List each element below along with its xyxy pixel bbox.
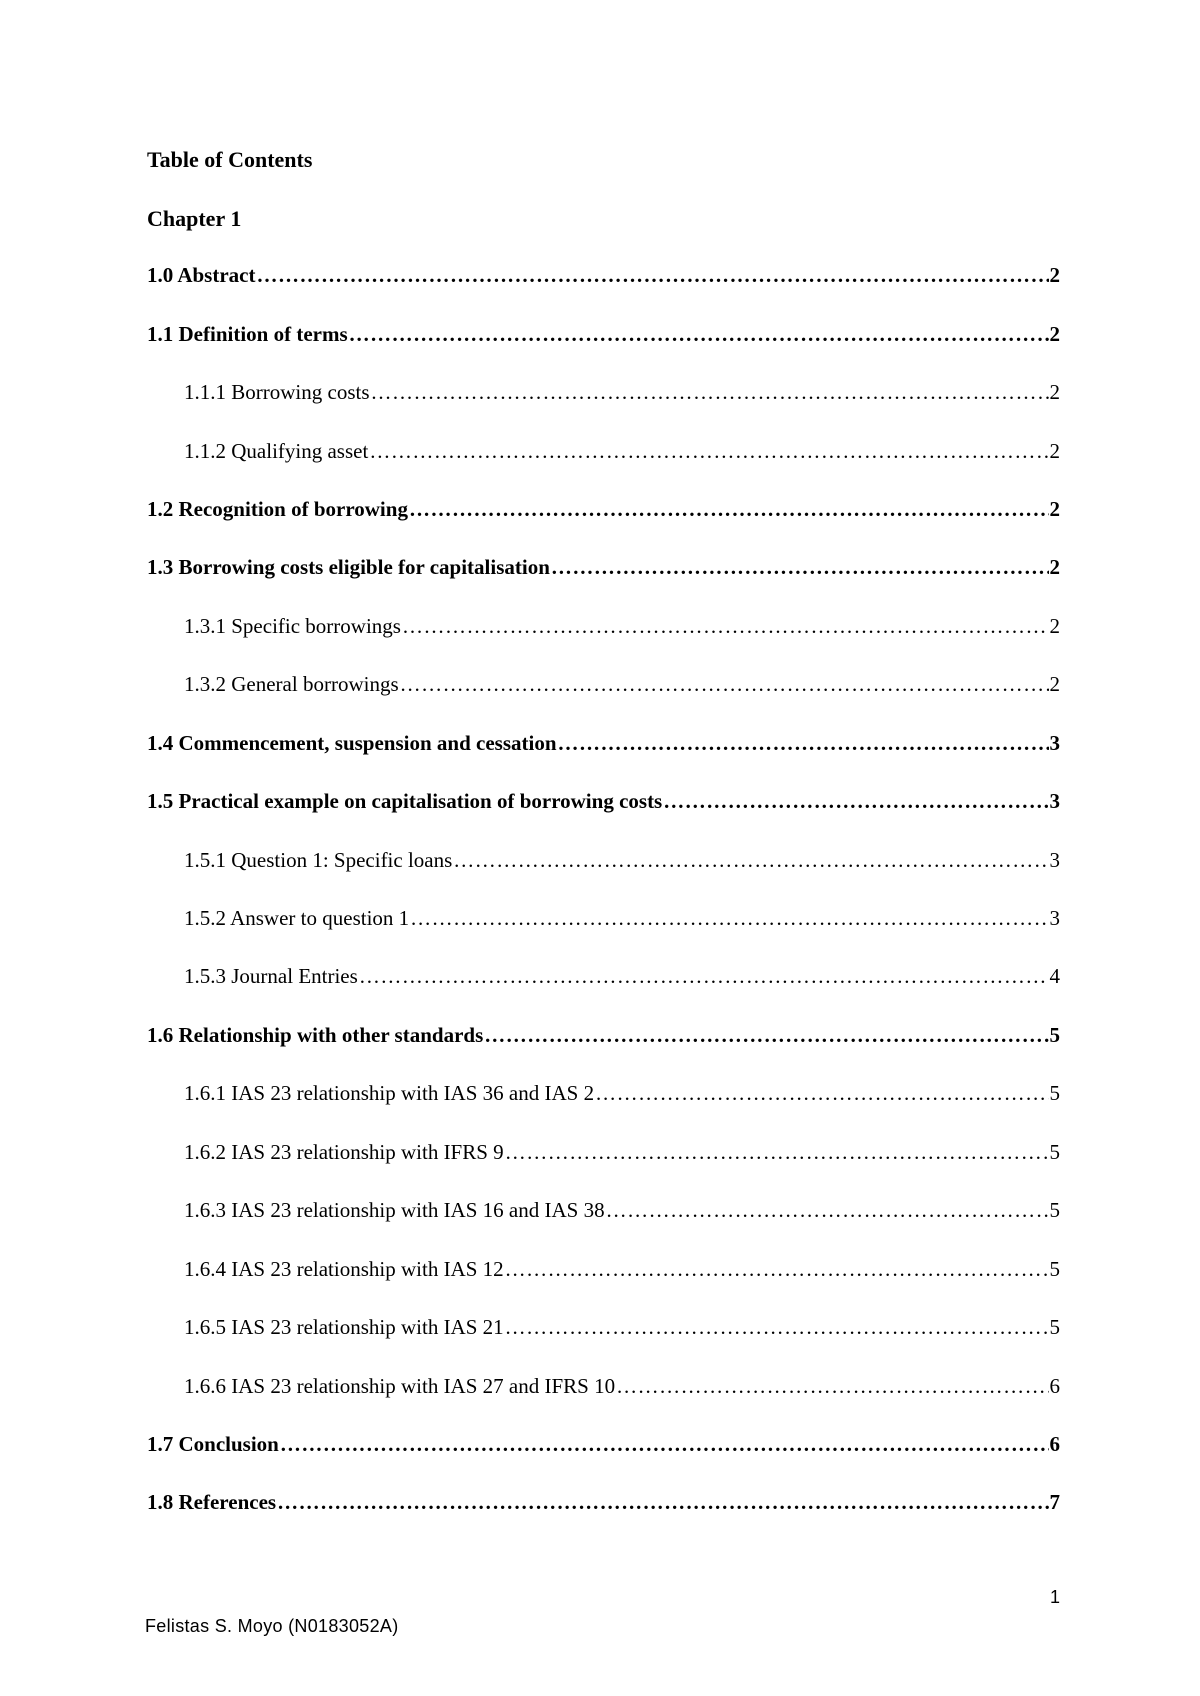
toc-entry-page: 5 — [1049, 1023, 1060, 1047]
toc-entry-page: 2 — [1049, 497, 1060, 521]
toc-entry-label: 1.3.1 Specific borrowings — [184, 614, 401, 638]
toc-entry-page: 5 — [1049, 1140, 1060, 1164]
toc-entry[interactable] — [184, 964, 1060, 994]
toc-entry-page: 5 — [1049, 1257, 1060, 1281]
chapter-heading: Chapter 1 — [147, 206, 242, 231]
toc-entry-label: 1.5.1 Question 1: Specific loans — [184, 848, 453, 872]
toc-entry-label: 1.6.1 IAS 23 relationship with IAS 36 and IAS 2 — [184, 1081, 595, 1105]
toc-leader — [409, 497, 1049, 522]
toc-entry-page: 6 — [1049, 1432, 1060, 1456]
toc-entry[interactable] — [184, 1315, 1060, 1345]
toc-entry-page: 2 — [1049, 555, 1060, 579]
toc-leader — [410, 906, 1048, 931]
page-number: 1 — [1049, 1587, 1060, 1607]
toc-entry[interactable] — [184, 1374, 1060, 1404]
toc-leader — [484, 1023, 1048, 1048]
toc-entry-page: 2 — [1049, 672, 1060, 696]
toc-entry-page: 5 — [1049, 1315, 1060, 1339]
toc-entry[interactable] — [147, 1432, 1060, 1462]
toc-leader — [453, 848, 1048, 873]
toc-entry-label: 1.5.2 Answer to question 1 — [184, 906, 410, 930]
toc-leader — [551, 555, 1049, 580]
toc-entry-page: 2 — [1049, 263, 1060, 287]
toc-entry-page: 3 — [1049, 906, 1060, 930]
toc-entry-label: 1.6 Relationship with other standards — [147, 1023, 484, 1047]
toc-entry[interactable] — [147, 263, 1060, 293]
toc-leader — [558, 731, 1049, 756]
toc-entry[interactable] — [184, 906, 1060, 936]
toc-entry[interactable] — [184, 672, 1060, 702]
toc-entry-page: 2 — [1049, 322, 1060, 346]
toc-entry-page: 7 — [1049, 1490, 1060, 1514]
toc-entry-label: 1.3 Borrowing costs eligible for capitalisation — [147, 555, 550, 579]
toc-leader — [402, 614, 1049, 639]
toc-entry-label: 1.6.6 IAS 23 relationship with IAS 27 and IFRS 10 — [184, 1374, 616, 1398]
toc-leader — [371, 380, 1049, 405]
toc-leader — [369, 439, 1048, 464]
toc-entry[interactable] — [147, 555, 1060, 585]
toc-entry[interactable] — [147, 322, 1060, 352]
toc-entry-page: 5 — [1049, 1081, 1060, 1105]
toc-entry[interactable] — [147, 1023, 1060, 1053]
toc-entry-page: 2 — [1049, 614, 1060, 638]
toc-leader — [400, 672, 1049, 697]
toc-entry[interactable] — [184, 380, 1060, 410]
toc-leader — [616, 1374, 1048, 1399]
toc-entry[interactable] — [147, 731, 1060, 761]
toc-entry[interactable] — [147, 789, 1060, 819]
toc-entry-label: 1.3.2 General borrowings — [184, 672, 399, 696]
toc-entry-page: 6 — [1049, 1374, 1060, 1398]
toc-entry-page: 4 — [1049, 964, 1060, 988]
footer-author: Felistas S. Moyo (N0183052A) — [145, 1616, 399, 1636]
toc-entry-page: 3 — [1049, 848, 1060, 872]
toc-entry[interactable] — [147, 1490, 1060, 1520]
toc-entry[interactable] — [184, 439, 1060, 469]
toc-entry-label: 1.6.2 IAS 23 relationship with IFRS 9 — [184, 1140, 504, 1164]
toc-entry-label: 1.1.2 Qualifying asset — [184, 439, 369, 463]
toc-entry[interactable] — [184, 1081, 1060, 1111]
toc-entry-label: 1.2 Recognition of borrowing — [147, 497, 408, 521]
toc-entry[interactable] — [184, 614, 1060, 644]
toc-entry-label: 1.4 Commencement, suspension and cessation — [147, 731, 557, 755]
toc-leader — [277, 1490, 1048, 1515]
toc-leader — [595, 1081, 1048, 1106]
toc-entry-page: 2 — [1049, 380, 1060, 404]
toc-entry[interactable] — [184, 1257, 1060, 1287]
toc-entry-page: 5 — [1049, 1198, 1060, 1222]
toc-leader — [505, 1140, 1049, 1165]
toc-entry-label: 1.6.3 IAS 23 relationship with IAS 16 and IAS 38 — [184, 1198, 605, 1222]
toc-leader — [349, 322, 1049, 347]
toc-entry[interactable] — [184, 848, 1060, 878]
toc-leader — [663, 789, 1048, 814]
toc-entry-label: 1.1 Definition of terms — [147, 322, 348, 346]
toc-entry-page: 3 — [1049, 731, 1060, 755]
toc-entry-label: 1.1.1 Borrowing costs — [184, 380, 370, 404]
toc-entry-label: 1.6.4 IAS 23 relationship with IAS 12 — [184, 1257, 504, 1281]
toc-title: Table of Contents — [147, 147, 313, 172]
toc-entry-label: 1.5 Practical example on capitalisation of borrowing costs — [147, 789, 663, 813]
toc-entry[interactable] — [147, 497, 1060, 527]
toc-leader — [359, 964, 1049, 989]
toc-entry-label: 1.8 References — [147, 1490, 277, 1514]
toc-entry-label: 1.7 Conclusion — [147, 1432, 279, 1456]
toc-entry-page: 3 — [1049, 789, 1060, 813]
toc-leader — [257, 263, 1049, 288]
toc-leader — [505, 1257, 1049, 1282]
toc-entry-page: 2 — [1049, 439, 1060, 463]
toc-entry-label: 1.6.5 IAS 23 relationship with IAS 21 — [184, 1315, 504, 1339]
toc-leader — [505, 1315, 1049, 1340]
toc-leader — [280, 1432, 1049, 1457]
toc-entry[interactable] — [184, 1198, 1060, 1228]
toc-entry-label: 1.5.3 Journal Entries — [184, 964, 358, 988]
toc-entry[interactable] — [184, 1140, 1060, 1170]
toc-leader — [606, 1198, 1049, 1223]
toc-entry-label: 1.0 Abstract — [147, 263, 256, 287]
